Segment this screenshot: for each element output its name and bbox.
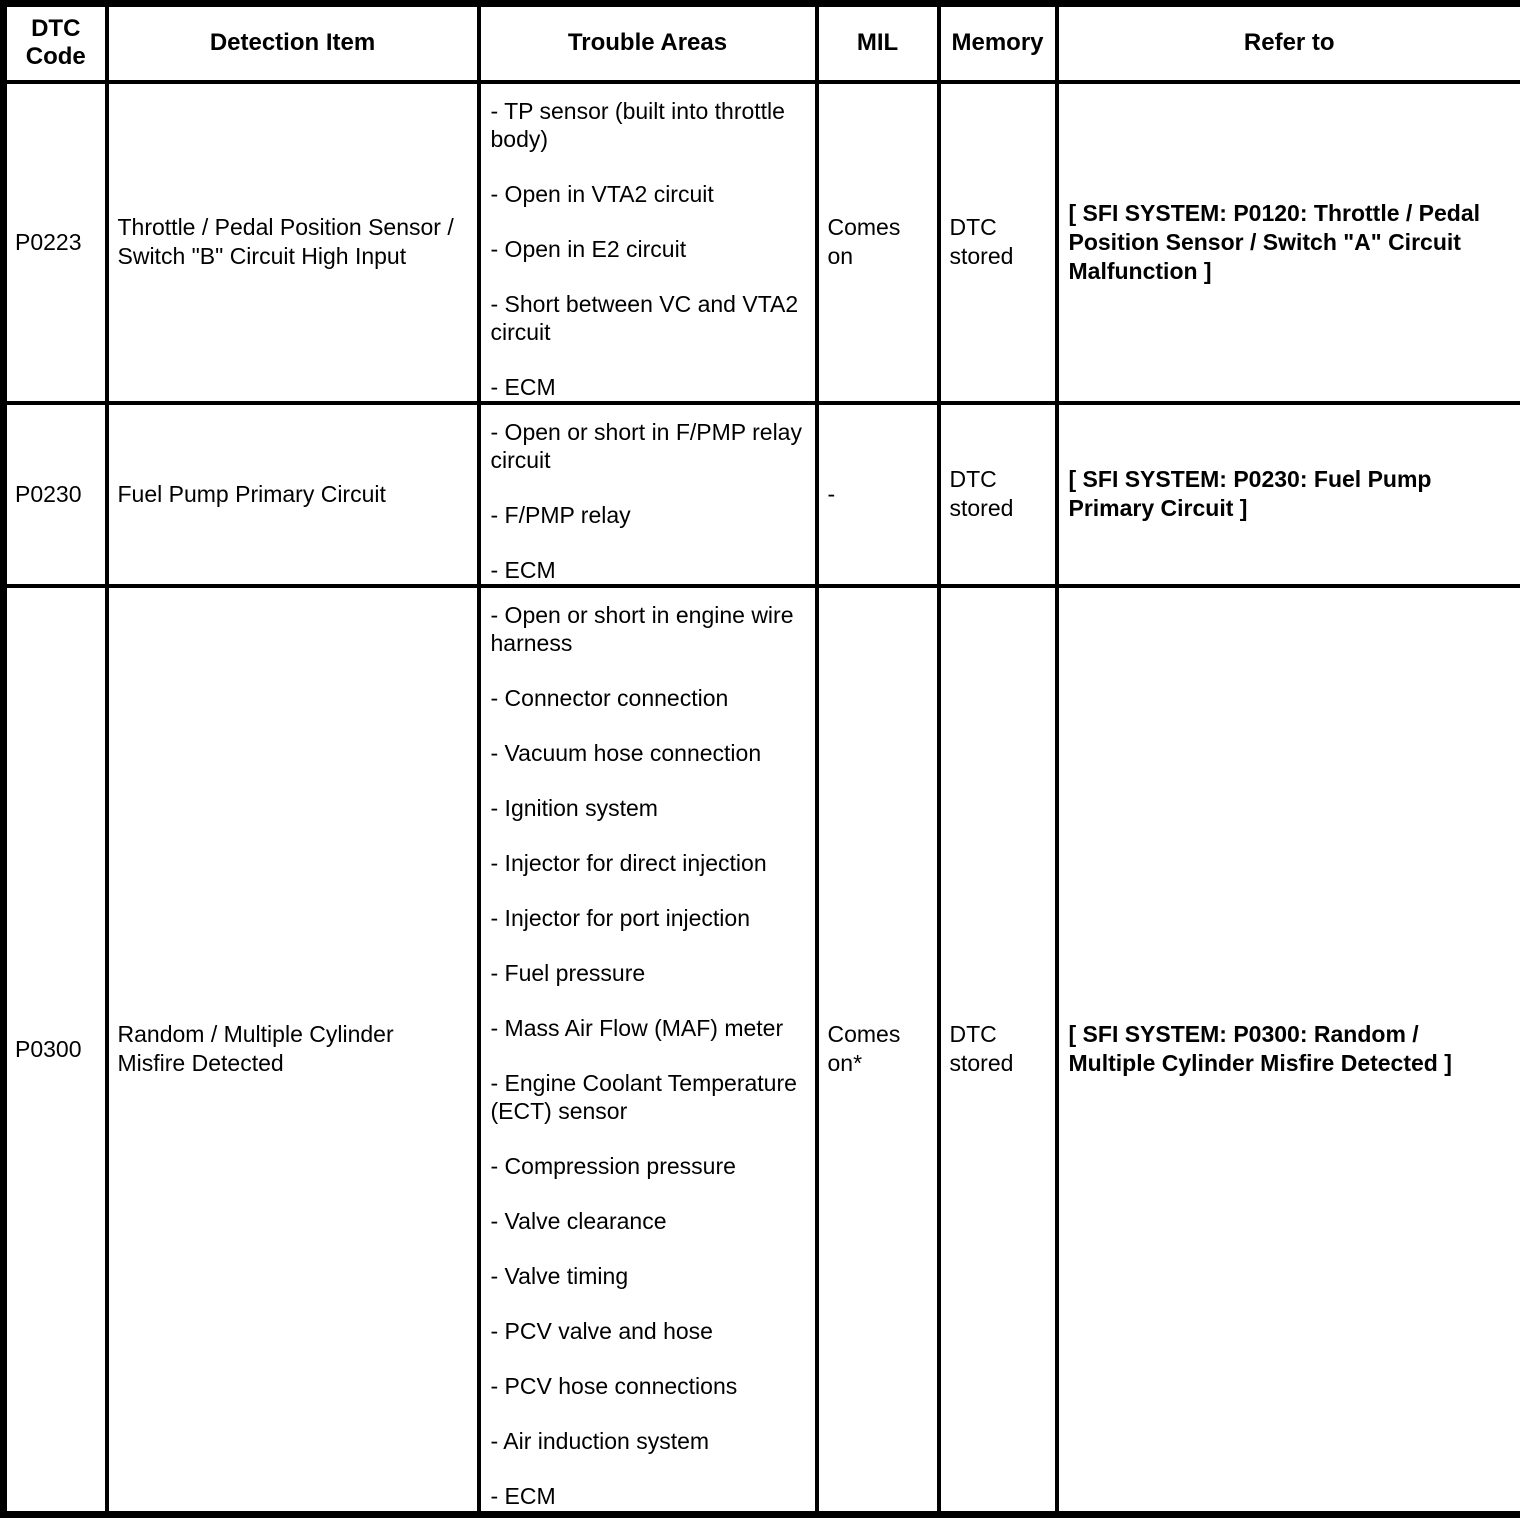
dtc-code-cell: P0230 — [4, 403, 107, 586]
trouble-areas-cell — [479, 403, 817, 586]
trouble-area-item: - Mass Air Flow (MAF) meter — [490, 1014, 784, 1041]
table-header-row — [4, 4, 1520, 82]
detection-item-cell: Throttle / Pedal Position Sensor / Switch "B" Circuit High Input — [107, 82, 479, 403]
dtc-code-cell: P0223 — [4, 82, 107, 403]
trouble-area-item: - ECM — [490, 1482, 556, 1509]
refer-to-cell: [ SFI SYSTEM: P0300: Random / Multiple Cylinder Misfire Detected ] — [1057, 586, 1520, 1515]
trouble-area-item: - Open in E2 circuit — [490, 235, 687, 262]
trouble-area-item: - Open or short in engine wire harness — [490, 601, 794, 656]
trouble-area-item: - Vacuum hose connection — [490, 739, 762, 766]
refer-to-cell: [ SFI SYSTEM: P0230: Fuel Pump Primary Circuit ] — [1057, 403, 1520, 586]
trouble-area-item: - Injector for direct injection — [490, 849, 767, 876]
trouble-area-item: - Compression pressure — [490, 1152, 736, 1179]
dtc-row-p0223 — [4, 82, 1520, 403]
memory-cell: DTC stored — [939, 82, 1057, 403]
trouble-area-item: - Connector connection — [490, 684, 729, 711]
refer-to-cell: [ SFI SYSTEM: P0120: Throttle / Pedal Position Sensor / Switch "A" Circuit Malfunction ] — [1057, 82, 1520, 403]
mil-cell: - — [817, 403, 939, 586]
trouble-area-item: - Short between VC and VTA2 circuit — [490, 290, 799, 345]
trouble-area-item: - Open or short in F/PMP relay circuit — [490, 418, 802, 473]
trouble-area-item: - PCV hose connections — [490, 1372, 738, 1399]
column-header-detection-item: Detection Item — [107, 4, 479, 82]
mil-cell: Comes on — [817, 82, 939, 403]
trouble-area-item: - Fuel pressure — [490, 959, 646, 986]
memory-cell: DTC stored — [939, 586, 1057, 1515]
trouble-area-item: - Valve clearance — [490, 1207, 667, 1234]
trouble-area-item: - Air induction system — [490, 1427, 710, 1454]
trouble-area-item: - F/PMP relay — [490, 501, 631, 528]
trouble-area-item: - Ignition system — [490, 794, 658, 821]
trouble-area-item: - Open in VTA2 circuit — [490, 180, 714, 207]
detection-item-cell: Random / Multiple Cylinder Misfire Detected — [107, 586, 479, 1515]
trouble-area-item: - PCV valve and hose — [490, 1317, 713, 1344]
column-header-trouble-areas: Trouble Areas — [479, 4, 817, 82]
trouble-area-item: - Injector for port injection — [490, 904, 751, 931]
trouble-area-item: - TP sensor (built into throttle body) — [490, 97, 785, 152]
trouble-areas-cell — [479, 586, 817, 1515]
dtc-row-p0300 — [4, 586, 1520, 1515]
trouble-area-item: - ECM — [490, 556, 556, 583]
column-header-dtc-code: DTC Code — [4, 4, 107, 82]
memory-cell: DTC stored — [939, 403, 1057, 586]
trouble-areas-cell — [479, 82, 817, 403]
trouble-area-item: - Valve timing — [490, 1262, 629, 1289]
column-header-refer-to: Refer to — [1057, 4, 1520, 82]
trouble-area-item: - Engine Coolant Temperature (ECT) sensor — [490, 1069, 797, 1124]
trouble-area-item: - ECM — [490, 373, 556, 400]
detection-item-cell: Fuel Pump Primary Circuit — [107, 403, 479, 586]
column-header-memory: Memory — [939, 4, 1057, 82]
mil-cell: Comes on* — [817, 586, 939, 1515]
dtc-code-cell: P0300 — [4, 586, 107, 1515]
column-header-mil: MIL — [817, 4, 939, 82]
dtc-row-p0230 — [4, 403, 1520, 586]
